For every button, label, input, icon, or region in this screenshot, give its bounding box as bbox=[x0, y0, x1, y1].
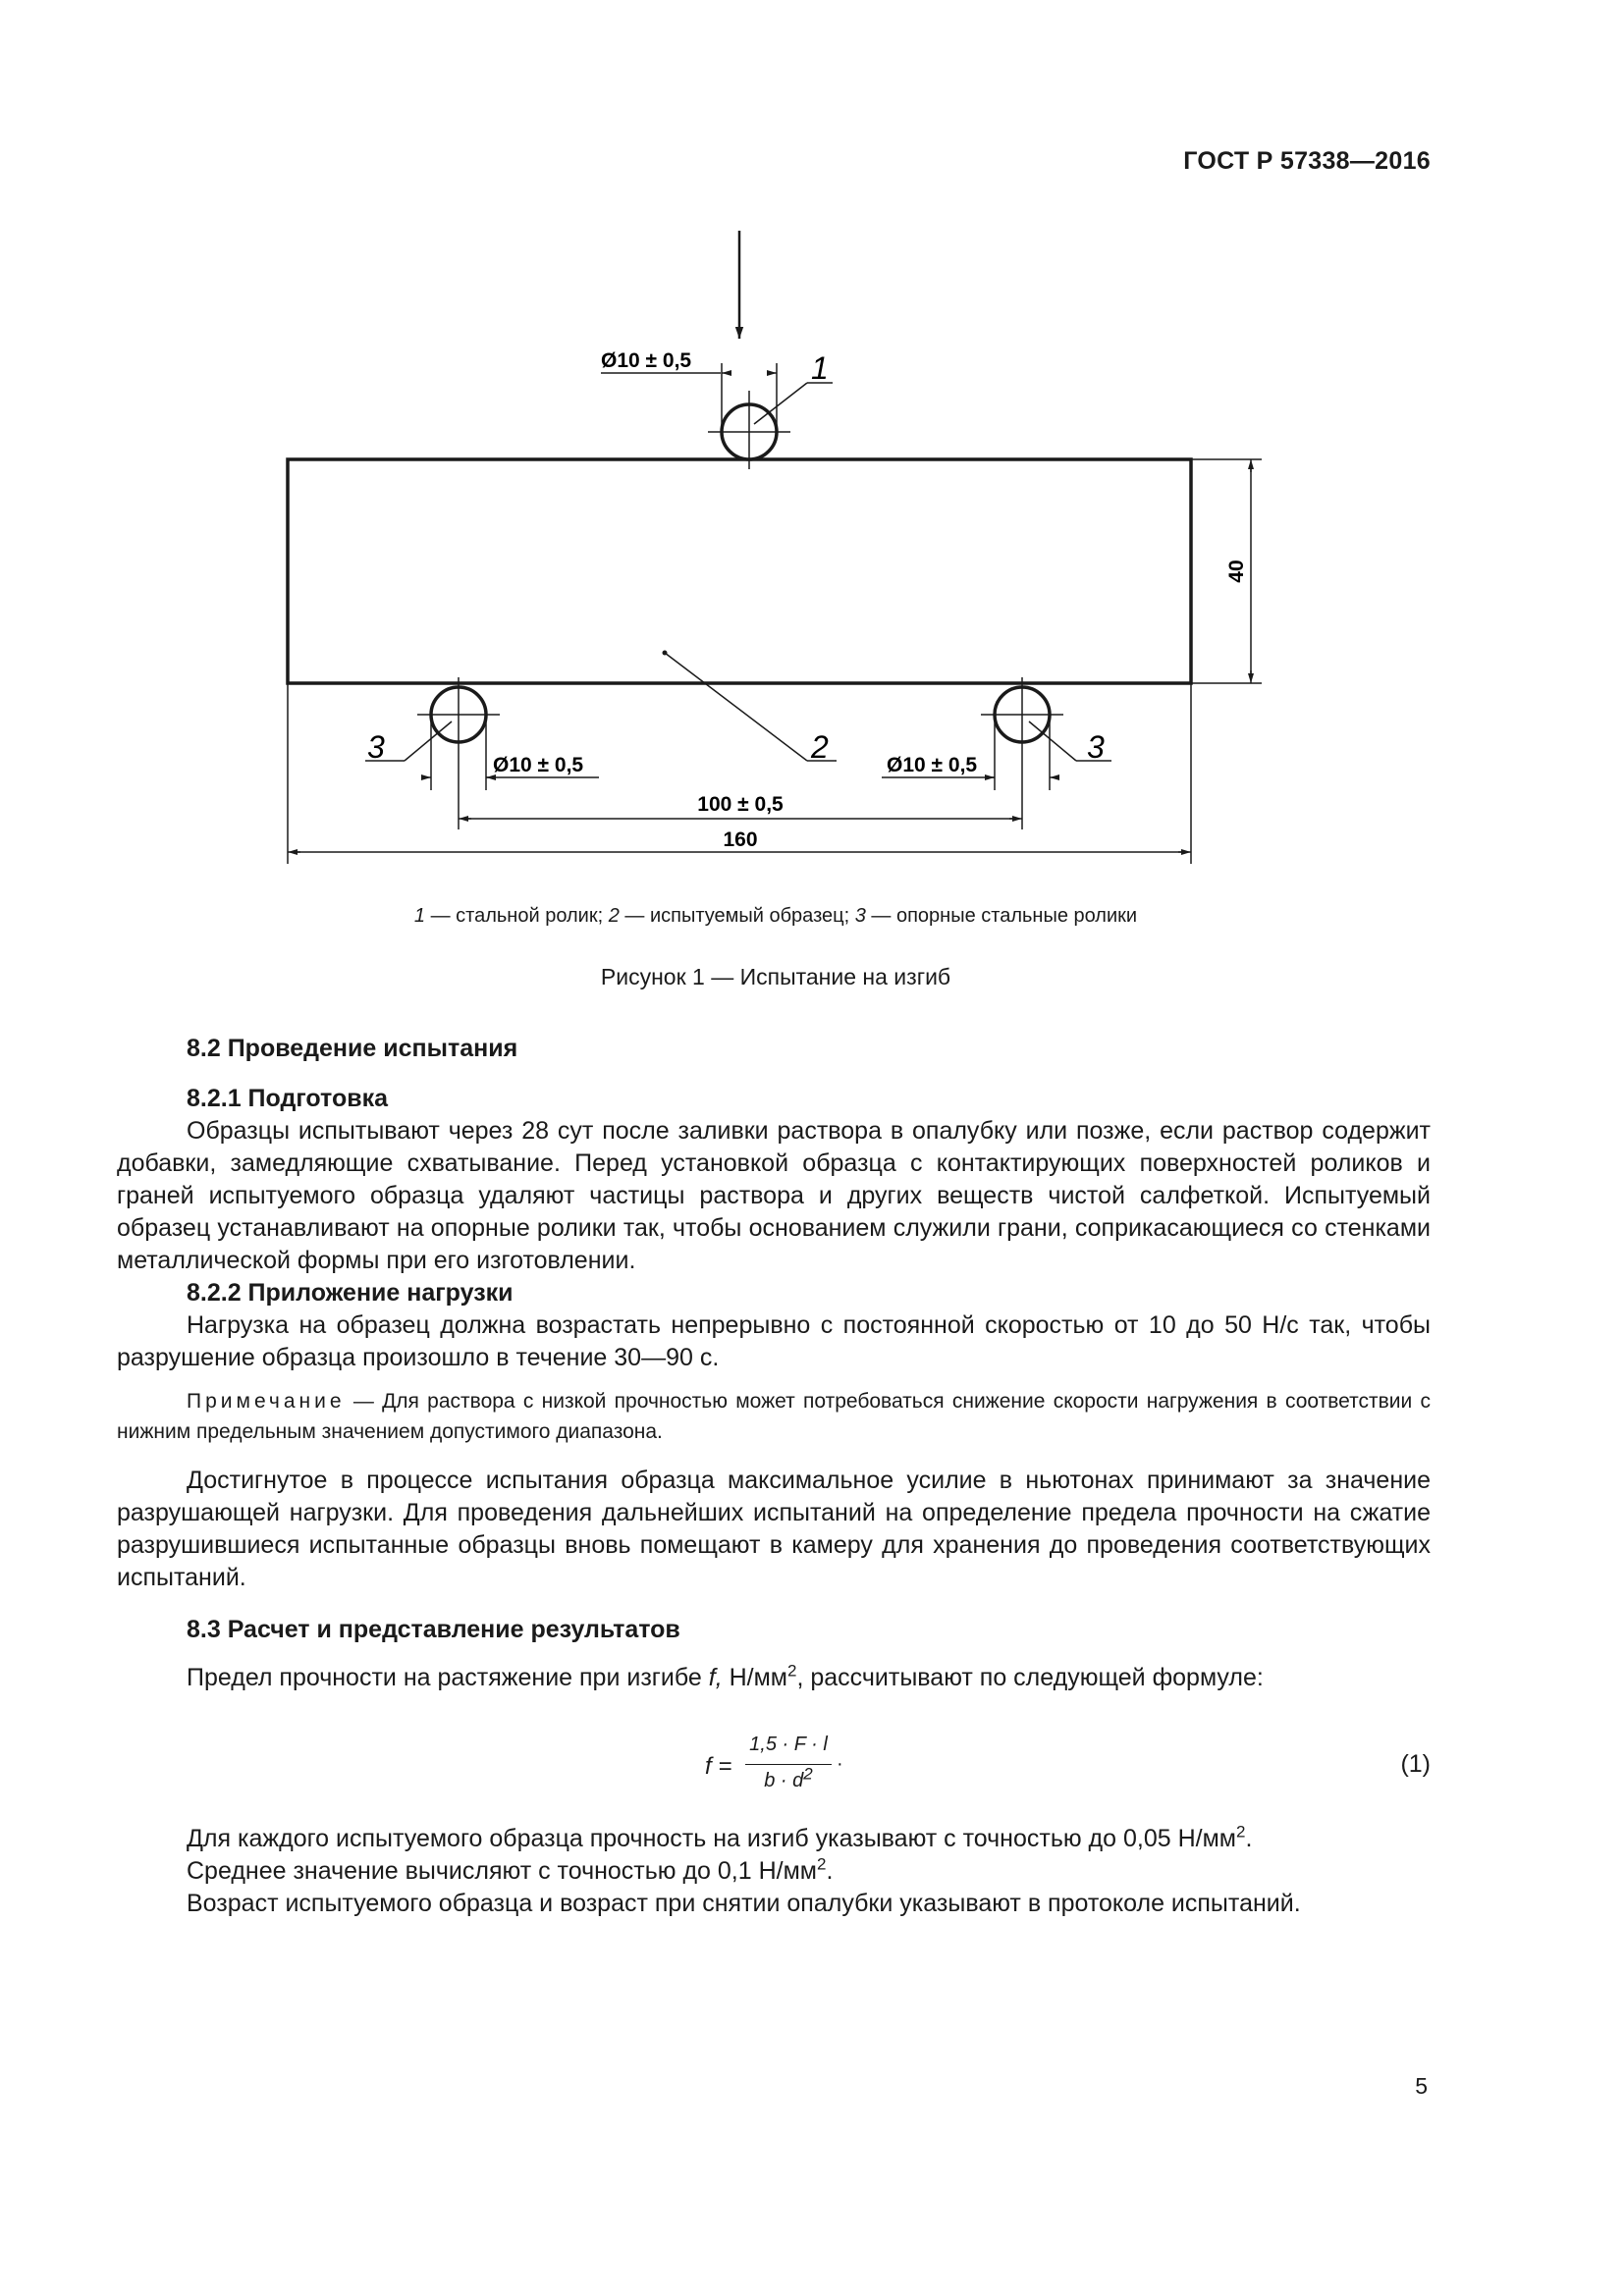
dim-height: 40 bbox=[1225, 560, 1248, 583]
intro-variable: f, bbox=[708, 1664, 723, 1691]
document-header: ГОСТ Р 57338—2016 bbox=[1183, 147, 1431, 175]
formula-lhs: f = bbox=[705, 1753, 732, 1780]
paragraph-8-2-1: Образцы испытывают через 28 сут после заливки раствора в опалубку или позже, если раствор содержит добавки, замедляющие схватывание. Перед установкой образца с контактирующих поверхностей роликов и граней испытуемого образца удаляют частицы раствора и других веществ чистой салфеткой. Испытуемый образец устанавливают на опорные ролики так, чтобы основанием служили грани, соприкасающиеся со стенками металлической формы при его изготовлении. bbox=[117, 1117, 1431, 1274]
label-1: 1 bbox=[811, 350, 829, 386]
formula-tail: · bbox=[837, 1753, 843, 1775]
formula bbox=[705, 1734, 842, 1802]
formula-number: (1) bbox=[1400, 1750, 1431, 1778]
denominator-superscript: 2 bbox=[803, 1764, 813, 1784]
precision-end: . bbox=[1245, 1825, 1253, 1852]
note-text: — Для раствора с низкой прочностью может потребоваться снижение скорости нагружения в соответствии с нижним предельным значением допустимого диапазона. bbox=[117, 1390, 1431, 1443]
dim-right-roller-diameter: Ø10 ± 0,5 bbox=[887, 754, 978, 776]
dim-span: 100 ± 0,5 bbox=[697, 793, 784, 816]
support-roller-right bbox=[981, 677, 1063, 756]
label-2: 2 bbox=[811, 729, 829, 765]
denominator-text: b · d bbox=[764, 1770, 804, 1791]
paragraph-8-2-2: Нагрузка на образец должна возрастать непрерывно с постоянной скоростью от 10 до 50 Н/с так, чтобы разрушение образца произошло в течение 30—90 с. bbox=[117, 1311, 1431, 1371]
section-8-2 bbox=[117, 1033, 1431, 1694]
legend-num-1: 1 bbox=[413, 905, 426, 927]
average-text: Среднее значение вычисляют с точностью до 0,1 Н/мм bbox=[187, 1857, 817, 1885]
legend-text-1: — стальной ролик; bbox=[425, 905, 609, 927]
test-specimen bbox=[288, 459, 1191, 683]
support-roller-left bbox=[417, 677, 500, 756]
precision-superscript: 2 bbox=[1235, 1822, 1246, 1842]
heading-8-3: 8.3 Расчет и представление результатов bbox=[187, 1616, 680, 1643]
average-superscript: 2 bbox=[816, 1854, 827, 1874]
paragraph-8-2-2-b: Достигнутое в процессе испытания образца максимальное усилие в ньютонах принимают за значение разрушающей нагрузки. Для проведения дальнейших испытаний на определение предела прочности на сжатие разрушившиеся испытанные образцы вновь помещают в камеру для хранения до проведения соответствующих испытаний. bbox=[117, 1467, 1431, 1591]
note bbox=[117, 1386, 1431, 1447]
precision-text: Для каждого испытуемого образца прочность на изгиб указывают с точностью до 0,05 Н/мм bbox=[187, 1825, 1236, 1852]
paragraph-age: Возраст испытуемого образца и возраст при снятии опалубки указывают в протоколе испытаний. bbox=[187, 1890, 1301, 1917]
figure-caption: Рисунок 1 — Испытание на изгиб bbox=[600, 964, 951, 989]
intro-text-c: , рассчитывают по следующей формуле: bbox=[796, 1664, 1264, 1691]
figure-legend bbox=[0, 905, 1551, 928]
legend-num-2: 2 bbox=[608, 905, 620, 927]
label-3-right: 3 bbox=[1087, 729, 1105, 765]
paragraph-8-3-intro bbox=[117, 1662, 1431, 1694]
intro-superscript: 2 bbox=[787, 1661, 797, 1681]
legend-text-3: — опорные стальные ролики bbox=[865, 905, 1138, 927]
legend-text-2: — испытуемый образец; bbox=[619, 905, 855, 927]
fraction-bar bbox=[745, 1764, 832, 1765]
section-8-3-results bbox=[117, 1823, 1431, 1920]
note-label: Примечание bbox=[187, 1390, 346, 1413]
heading-8-2-1: 8.2.1 Подготовка bbox=[187, 1085, 389, 1112]
steel-roller-top bbox=[708, 391, 790, 469]
page-number: 5 bbox=[1415, 2073, 1428, 2099]
formula-denominator bbox=[745, 1764, 832, 1792]
paragraph-average bbox=[117, 1855, 1431, 1888]
label-3-left: 3 bbox=[367, 729, 385, 765]
intro-text-b: Н/мм bbox=[722, 1664, 787, 1691]
dim-length: 160 bbox=[723, 828, 758, 851]
formula-numerator: 1,5 · F · l bbox=[749, 1734, 828, 1755]
legend-num-3: 3 bbox=[854, 905, 866, 927]
average-end: . bbox=[826, 1857, 834, 1885]
bending-test-figure bbox=[0, 0, 1624, 883]
heading-8-2-2: 8.2.2 Приложение нагрузки bbox=[187, 1279, 514, 1307]
dim-top-roller-diameter: Ø10 ± 0,5 bbox=[601, 349, 692, 372]
heading-8-2: 8.2 Проведение испытания bbox=[187, 1035, 518, 1062]
intro-text-a: Предел прочности на растяжение при изгибе bbox=[187, 1664, 709, 1691]
dim-left-roller-diameter: Ø10 ± 0,5 bbox=[493, 754, 584, 776]
paragraph-precision bbox=[117, 1823, 1431, 1855]
